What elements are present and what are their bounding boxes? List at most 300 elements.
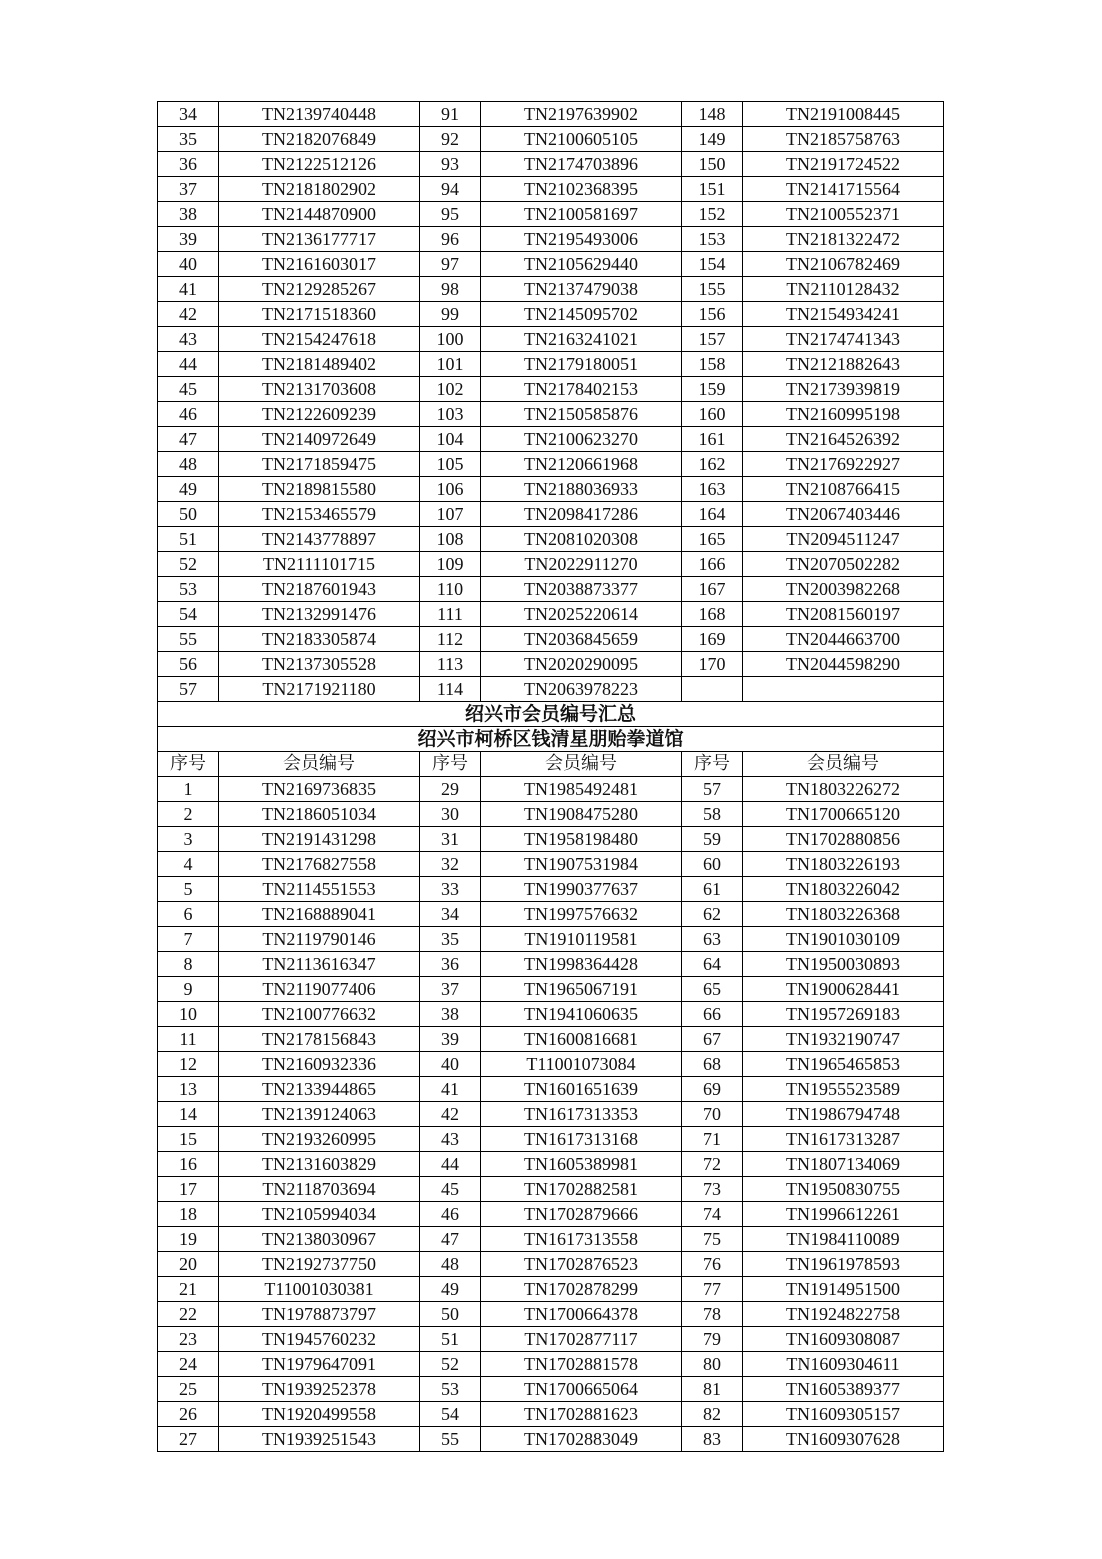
- table-row: [158, 802, 944, 827]
- member-number-cell: TN2163241021: [481, 327, 682, 352]
- serial-number-cell: 74: [682, 1202, 743, 1227]
- serial-number-cell: 8: [158, 952, 219, 977]
- member-number-cell: TN2133944865: [219, 1077, 420, 1102]
- member-number-cell: TN2191724522: [743, 152, 944, 177]
- table-row: [158, 1052, 944, 1077]
- member-number-cell: TN1920499558: [219, 1402, 420, 1427]
- serial-number-cell: 38: [420, 1002, 481, 1027]
- table-row: [158, 877, 944, 902]
- member-number-cell: TN1901030109: [743, 927, 944, 952]
- member-number-cell: TN1939252378: [219, 1377, 420, 1402]
- serial-number-cell: 17: [158, 1177, 219, 1202]
- table-row: [158, 1227, 944, 1252]
- member-number-cell: TN2063978223: [481, 677, 682, 702]
- serial-number-cell: 66: [682, 1002, 743, 1027]
- serial-number-cell: 98: [420, 277, 481, 302]
- table2-body: [158, 777, 944, 1452]
- member-number-cell: TN2171921180: [219, 677, 420, 702]
- serial-number-cell: 156: [682, 302, 743, 327]
- member-number-cell: TN2038873377: [481, 577, 682, 602]
- serial-number-cell: 52: [158, 552, 219, 577]
- serial-number-cell: 63: [682, 927, 743, 952]
- member-number-cell: TN1900628441: [743, 977, 944, 1002]
- member-number-cell: TN1955523589: [743, 1077, 944, 1102]
- table-row: [158, 402, 944, 427]
- member-number-cell: TN2114551553: [219, 877, 420, 902]
- table-row: [158, 677, 944, 702]
- serial-number-cell: 153: [682, 227, 743, 252]
- serial-number-cell: 49: [158, 477, 219, 502]
- serial-number-cell: 13: [158, 1077, 219, 1102]
- member-number-cell: T11001030381: [219, 1277, 420, 1302]
- table-row: [158, 327, 944, 352]
- serial-number-cell: 167: [682, 577, 743, 602]
- member-number-cell: TN2171518360: [219, 302, 420, 327]
- serial-number-cell: 151: [682, 177, 743, 202]
- member-number-cell: TN2119077406: [219, 977, 420, 1002]
- section-subtitle: 绍兴市柯桥区钱清星朋贻拳道馆: [158, 727, 944, 752]
- member-number-cell: TN2067403446: [743, 502, 944, 527]
- member-number-cell: TN1986794748: [743, 1102, 944, 1127]
- member-number-cell: TN2102368395: [481, 177, 682, 202]
- serial-number-cell: 76: [682, 1252, 743, 1277]
- serial-number-cell: 103: [420, 402, 481, 427]
- serial-number-cell: 40: [420, 1052, 481, 1077]
- serial-number-cell: 102: [420, 377, 481, 402]
- member-number-cell: TN2179180051: [481, 352, 682, 377]
- member-number-cell: TN1700665064: [481, 1377, 682, 1402]
- table-row: [158, 602, 944, 627]
- serial-number-cell: 159: [682, 377, 743, 402]
- member-number-cell: TN1702883049: [481, 1427, 682, 1452]
- member-number-cell: TN2131603829: [219, 1152, 420, 1177]
- serial-number-cell: 64: [682, 952, 743, 977]
- serial-number-cell: 35: [158, 127, 219, 152]
- member-number-cell: TN2044598290: [743, 652, 944, 677]
- serial-number-cell: 43: [158, 327, 219, 352]
- member-number-cell: TN2145095702: [481, 302, 682, 327]
- serial-number-cell: 155: [682, 277, 743, 302]
- member-number-cell: TN1700664378: [481, 1302, 682, 1327]
- member-number-cell: TN1803226042: [743, 877, 944, 902]
- table-row: [158, 252, 944, 277]
- member-number-cell: TN1609307628: [743, 1427, 944, 1452]
- table-row: [158, 952, 944, 977]
- serial-number-cell: 34: [158, 102, 219, 127]
- serial-number-cell: 113: [420, 652, 481, 677]
- serial-number-cell: 99: [420, 302, 481, 327]
- serial-number-cell: 158: [682, 352, 743, 377]
- serial-number-cell: 166: [682, 552, 743, 577]
- section-title: 绍兴市会员编号汇总: [158, 702, 944, 727]
- serial-number-cell: 50: [420, 1302, 481, 1327]
- serial-number-cell: 53: [420, 1377, 481, 1402]
- table-row: [158, 902, 944, 927]
- member-number-cell: TN1609304611: [743, 1352, 944, 1377]
- member-number-cell: TN2153465579: [219, 502, 420, 527]
- serial-number-cell: 72: [682, 1152, 743, 1177]
- serial-number-cell: 107: [420, 502, 481, 527]
- member-number-cell: TN2081020308: [481, 527, 682, 552]
- member-number-cell: TN2100552371: [743, 202, 944, 227]
- serial-number-cell: 51: [158, 527, 219, 552]
- member-number-cell: TN2183305874: [219, 627, 420, 652]
- table-row: [158, 452, 944, 477]
- member-number-cell: TN2132991476: [219, 602, 420, 627]
- serial-number-cell: 49: [420, 1277, 481, 1302]
- serial-number-cell: 114: [420, 677, 481, 702]
- table-row: [158, 1377, 944, 1402]
- serial-number-cell: 93: [420, 152, 481, 177]
- member-number-cell: TN2140972649: [219, 427, 420, 452]
- serial-number-cell: 59: [682, 827, 743, 852]
- serial-number-cell: 82: [682, 1402, 743, 1427]
- member-number-cell: TN2100623270: [481, 427, 682, 452]
- serial-number-cell: 41: [158, 277, 219, 302]
- serial-number-cell: 70: [682, 1102, 743, 1127]
- member-number-cell: TN1609305157: [743, 1402, 944, 1427]
- member-number-cell: TN1965067191: [481, 977, 682, 1002]
- member-number-cell: TN2176922927: [743, 452, 944, 477]
- serial-number-cell: 150: [682, 152, 743, 177]
- serial-number-cell: 57: [158, 677, 219, 702]
- serial-number-cell: 4: [158, 852, 219, 877]
- serial-number-cell: 164: [682, 502, 743, 527]
- member-number-cell: TN1908475280: [481, 802, 682, 827]
- member-number-cell: TN2168889041: [219, 902, 420, 927]
- serial-number-cell: 6: [158, 902, 219, 927]
- serial-number-cell: [682, 677, 743, 702]
- serial-number-cell: 27: [158, 1427, 219, 1452]
- member-number-cell: TN1996612261: [743, 1202, 944, 1227]
- table-row: [158, 1027, 944, 1052]
- member-number-cell: TN1605389377: [743, 1377, 944, 1402]
- member-number-cell: TN1910119581: [481, 927, 682, 952]
- member-number-cell: TN2139740448: [219, 102, 420, 127]
- member-number-cell: TN1950830755: [743, 1177, 944, 1202]
- serial-number-cell: 91: [420, 102, 481, 127]
- member-number-cell: TN2150585876: [481, 402, 682, 427]
- member-number-cell: TN2025220614: [481, 602, 682, 627]
- column-header: 会员编号: [743, 752, 944, 777]
- serial-number-cell: 50: [158, 502, 219, 527]
- serial-number-cell: 170: [682, 652, 743, 677]
- member-number-cell: TN1978873797: [219, 1302, 420, 1327]
- member-number-cell: TN1958198480: [481, 827, 682, 852]
- member-number-cell: TN2193260995: [219, 1127, 420, 1152]
- member-number-cell: TN2174741343: [743, 327, 944, 352]
- member-number-cell: TN1803226368: [743, 902, 944, 927]
- serial-number-cell: 1: [158, 777, 219, 802]
- serial-number-cell: 31: [420, 827, 481, 852]
- serial-number-cell: 39: [420, 1027, 481, 1052]
- serial-number-cell: 112: [420, 627, 481, 652]
- serial-number-cell: 68: [682, 1052, 743, 1077]
- serial-number-cell: 45: [420, 1177, 481, 1202]
- table-row: [158, 1302, 944, 1327]
- serial-number-cell: 40: [158, 252, 219, 277]
- serial-number-cell: 15: [158, 1127, 219, 1152]
- column-header: 序号: [420, 752, 481, 777]
- member-number-cell: TN1702878299: [481, 1277, 682, 1302]
- table-row: [158, 1202, 944, 1227]
- member-number-cell: TN2136177717: [219, 227, 420, 252]
- serial-number-cell: 168: [682, 602, 743, 627]
- serial-number-cell: 42: [158, 302, 219, 327]
- serial-number-cell: 38: [158, 202, 219, 227]
- member-number-cell: TN2143778897: [219, 527, 420, 552]
- table-row: [158, 827, 944, 852]
- member-number-cell: TN1702881578: [481, 1352, 682, 1377]
- column-header-row: [158, 752, 944, 777]
- serial-number-cell: 46: [420, 1202, 481, 1227]
- serial-number-cell: 111: [420, 602, 481, 627]
- serial-number-cell: 44: [158, 352, 219, 377]
- member-number-cell: TN1702881623: [481, 1402, 682, 1427]
- table-row: [158, 352, 944, 377]
- member-number-cell: TN1702877117: [481, 1327, 682, 1352]
- column-header: 会员编号: [481, 752, 682, 777]
- serial-number-cell: 100: [420, 327, 481, 352]
- member-number-cell: TN1807134069: [743, 1152, 944, 1177]
- member-number-cell: TN2105994034: [219, 1202, 420, 1227]
- serial-number-cell: 163: [682, 477, 743, 502]
- member-number-cell: TN2081560197: [743, 602, 944, 627]
- section-header: [158, 702, 944, 777]
- serial-number-cell: 12: [158, 1052, 219, 1077]
- member-number-cell: TN2118703694: [219, 1177, 420, 1202]
- member-number-cell: TN1600816681: [481, 1027, 682, 1052]
- table-row: [158, 227, 944, 252]
- serial-number-cell: 160: [682, 402, 743, 427]
- member-number-cell: TN2139124063: [219, 1102, 420, 1127]
- table-row: [158, 652, 944, 677]
- member-number-cell: TN1702876523: [481, 1252, 682, 1277]
- member-number-cell: TN2154247618: [219, 327, 420, 352]
- member-number-cell: TN2044663700: [743, 627, 944, 652]
- serial-number-cell: 47: [420, 1227, 481, 1252]
- serial-number-cell: 51: [420, 1327, 481, 1352]
- member-number-cell: TN1924822758: [743, 1302, 944, 1327]
- serial-number-cell: 37: [420, 977, 481, 1002]
- member-number-cell: TN2144870900: [219, 202, 420, 227]
- member-number-cell: TN1941060635: [481, 1002, 682, 1027]
- member-number-cell: TN2171859475: [219, 452, 420, 477]
- member-number-cell: TN2022911270: [481, 552, 682, 577]
- member-number-cell: TN1945760232: [219, 1327, 420, 1352]
- member-number-cell: TN1702882581: [481, 1177, 682, 1202]
- member-number-cell: TN2111101715: [219, 552, 420, 577]
- member-number-cell: TN2169736835: [219, 777, 420, 802]
- serial-number-cell: 47: [158, 427, 219, 452]
- member-number-cell: TN2122512126: [219, 152, 420, 177]
- member-number-cell: TN1985492481: [481, 777, 682, 802]
- table-row: [158, 927, 944, 952]
- serial-number-cell: 26: [158, 1402, 219, 1427]
- member-number-cell: TN1617313287: [743, 1127, 944, 1152]
- serial-number-cell: 14: [158, 1102, 219, 1127]
- member-number-cell: TN2119790146: [219, 927, 420, 952]
- member-number-cell: TN2137479038: [481, 277, 682, 302]
- table-row: [158, 502, 944, 527]
- serial-number-cell: 55: [420, 1427, 481, 1452]
- serial-number-cell: 104: [420, 427, 481, 452]
- member-number-cell: TN2070502282: [743, 552, 944, 577]
- member-number-cell: TN1700665120: [743, 802, 944, 827]
- member-number-cell: TN1939251543: [219, 1427, 420, 1452]
- serial-number-cell: 41: [420, 1077, 481, 1102]
- member-number-cell: TN2187601943: [219, 577, 420, 602]
- serial-number-cell: 54: [158, 602, 219, 627]
- table-row: [158, 577, 944, 602]
- serial-number-cell: 83: [682, 1427, 743, 1452]
- member-number-cell: TN2178402153: [481, 377, 682, 402]
- table-row: [158, 1077, 944, 1102]
- serial-number-cell: 55: [158, 627, 219, 652]
- member-number-cell: TN1609308087: [743, 1327, 944, 1352]
- member-number-cell: TN1702880856: [743, 827, 944, 852]
- serial-number-cell: 149: [682, 127, 743, 152]
- member-number-cell: TN2160995198: [743, 402, 944, 427]
- serial-number-cell: 25: [158, 1377, 219, 1402]
- member-number-cell: TN1984110089: [743, 1227, 944, 1252]
- serial-number-cell: 36: [420, 952, 481, 977]
- serial-number-cell: 54: [420, 1402, 481, 1427]
- member-number-cell: TN2160932336: [219, 1052, 420, 1077]
- member-number-cell: TN2161603017: [219, 252, 420, 277]
- serial-number-cell: 148: [682, 102, 743, 127]
- serial-number-cell: 44: [420, 1152, 481, 1177]
- serial-number-cell: 16: [158, 1152, 219, 1177]
- serial-number-cell: 106: [420, 477, 481, 502]
- member-number-cell: TN2122609239: [219, 402, 420, 427]
- serial-number-cell: 56: [158, 652, 219, 677]
- member-number-cell: TN2181802902: [219, 177, 420, 202]
- serial-number-cell: 19: [158, 1227, 219, 1252]
- member-number-cell: TN1907531984: [481, 852, 682, 877]
- serial-number-cell: 105: [420, 452, 481, 477]
- serial-number-cell: 21: [158, 1277, 219, 1302]
- member-number-cell: TN2181322472: [743, 227, 944, 252]
- serial-number-cell: 165: [682, 527, 743, 552]
- serial-number-cell: 43: [420, 1127, 481, 1152]
- serial-number-cell: 95: [420, 202, 481, 227]
- serial-number-cell: 67: [682, 1027, 743, 1052]
- serial-number-cell: 71: [682, 1127, 743, 1152]
- table-row: [158, 127, 944, 152]
- member-number-cell: TN2141715564: [743, 177, 944, 202]
- member-number-cell: TN2191008445: [743, 102, 944, 127]
- member-number-table: [157, 101, 944, 1452]
- member-number-cell: TN2036845659: [481, 627, 682, 652]
- table-row: [158, 1152, 944, 1177]
- member-table-page: [157, 101, 943, 1452]
- member-number-cell: TN2195493006: [481, 227, 682, 252]
- table-row: [158, 1127, 944, 1152]
- member-number-cell: TN1957269183: [743, 1002, 944, 1027]
- serial-number-cell: 109: [420, 552, 481, 577]
- serial-number-cell: 79: [682, 1327, 743, 1352]
- member-number-cell: TN1932190747: [743, 1027, 944, 1052]
- column-header: 序号: [158, 752, 219, 777]
- serial-number-cell: 24: [158, 1352, 219, 1377]
- serial-number-cell: 152: [682, 202, 743, 227]
- member-number-cell: TN2138030967: [219, 1227, 420, 1252]
- member-number-cell: TN2164526392: [743, 427, 944, 452]
- table-row: [158, 377, 944, 402]
- table-row: [158, 302, 944, 327]
- member-number-cell: T11001073084: [481, 1052, 682, 1077]
- table-row: [158, 1102, 944, 1127]
- member-number-cell: TN1617313353: [481, 1102, 682, 1127]
- table1-body: [158, 102, 944, 702]
- member-number-cell: TN2129285267: [219, 277, 420, 302]
- serial-number-cell: 77: [682, 1277, 743, 1302]
- serial-number-cell: 157: [682, 327, 743, 352]
- serial-number-cell: 154: [682, 252, 743, 277]
- column-header: 会员编号: [219, 752, 420, 777]
- table-row: [158, 277, 944, 302]
- table-row: [158, 777, 944, 802]
- member-number-cell: TN1950030893: [743, 952, 944, 977]
- member-number-cell: TN2105629440: [481, 252, 682, 277]
- serial-number-cell: 92: [420, 127, 481, 152]
- serial-number-cell: 169: [682, 627, 743, 652]
- member-number-cell: TN2100776632: [219, 1002, 420, 1027]
- member-number-cell: TN2189815580: [219, 477, 420, 502]
- member-number-cell: TN2197639902: [481, 102, 682, 127]
- column-header: 序号: [682, 752, 743, 777]
- member-number-cell: TN2154934241: [743, 302, 944, 327]
- serial-number-cell: 33: [420, 877, 481, 902]
- member-number-cell: TN2191431298: [219, 827, 420, 852]
- member-number-cell: TN2106782469: [743, 252, 944, 277]
- serial-number-cell: 60: [682, 852, 743, 877]
- member-number-cell: TN2176827558: [219, 852, 420, 877]
- member-number-cell: TN2113616347: [219, 952, 420, 977]
- serial-number-cell: 9: [158, 977, 219, 1002]
- member-number-cell: TN1617313168: [481, 1127, 682, 1152]
- table-row: [158, 1402, 944, 1427]
- table-row: [158, 152, 944, 177]
- member-number-cell: TN2003982268: [743, 577, 944, 602]
- member-number-cell: TN2100581697: [481, 202, 682, 227]
- member-number-cell: TN2192737750: [219, 1252, 420, 1277]
- serial-number-cell: 61: [682, 877, 743, 902]
- serial-number-cell: 73: [682, 1177, 743, 1202]
- serial-number-cell: 30: [420, 802, 481, 827]
- serial-number-cell: 37: [158, 177, 219, 202]
- serial-number-cell: 18: [158, 1202, 219, 1227]
- member-number-cell: TN1990377637: [481, 877, 682, 902]
- member-number-cell: TN1617313558: [481, 1227, 682, 1252]
- member-number-cell: TN2108766415: [743, 477, 944, 502]
- table-row: [158, 102, 944, 127]
- serial-number-cell: 45: [158, 377, 219, 402]
- member-number-cell: TN2100605105: [481, 127, 682, 152]
- table-row: [158, 202, 944, 227]
- serial-number-cell: 81: [682, 1377, 743, 1402]
- member-number-cell: TN1914951500: [743, 1277, 944, 1302]
- serial-number-cell: 29: [420, 777, 481, 802]
- member-number-cell: TN1702879666: [481, 1202, 682, 1227]
- member-number-cell: TN2188036933: [481, 477, 682, 502]
- table-row: [158, 977, 944, 1002]
- serial-number-cell: 65: [682, 977, 743, 1002]
- member-number-cell: TN1965465853: [743, 1052, 944, 1077]
- member-number-cell: TN2185758763: [743, 127, 944, 152]
- serial-number-cell: 161: [682, 427, 743, 452]
